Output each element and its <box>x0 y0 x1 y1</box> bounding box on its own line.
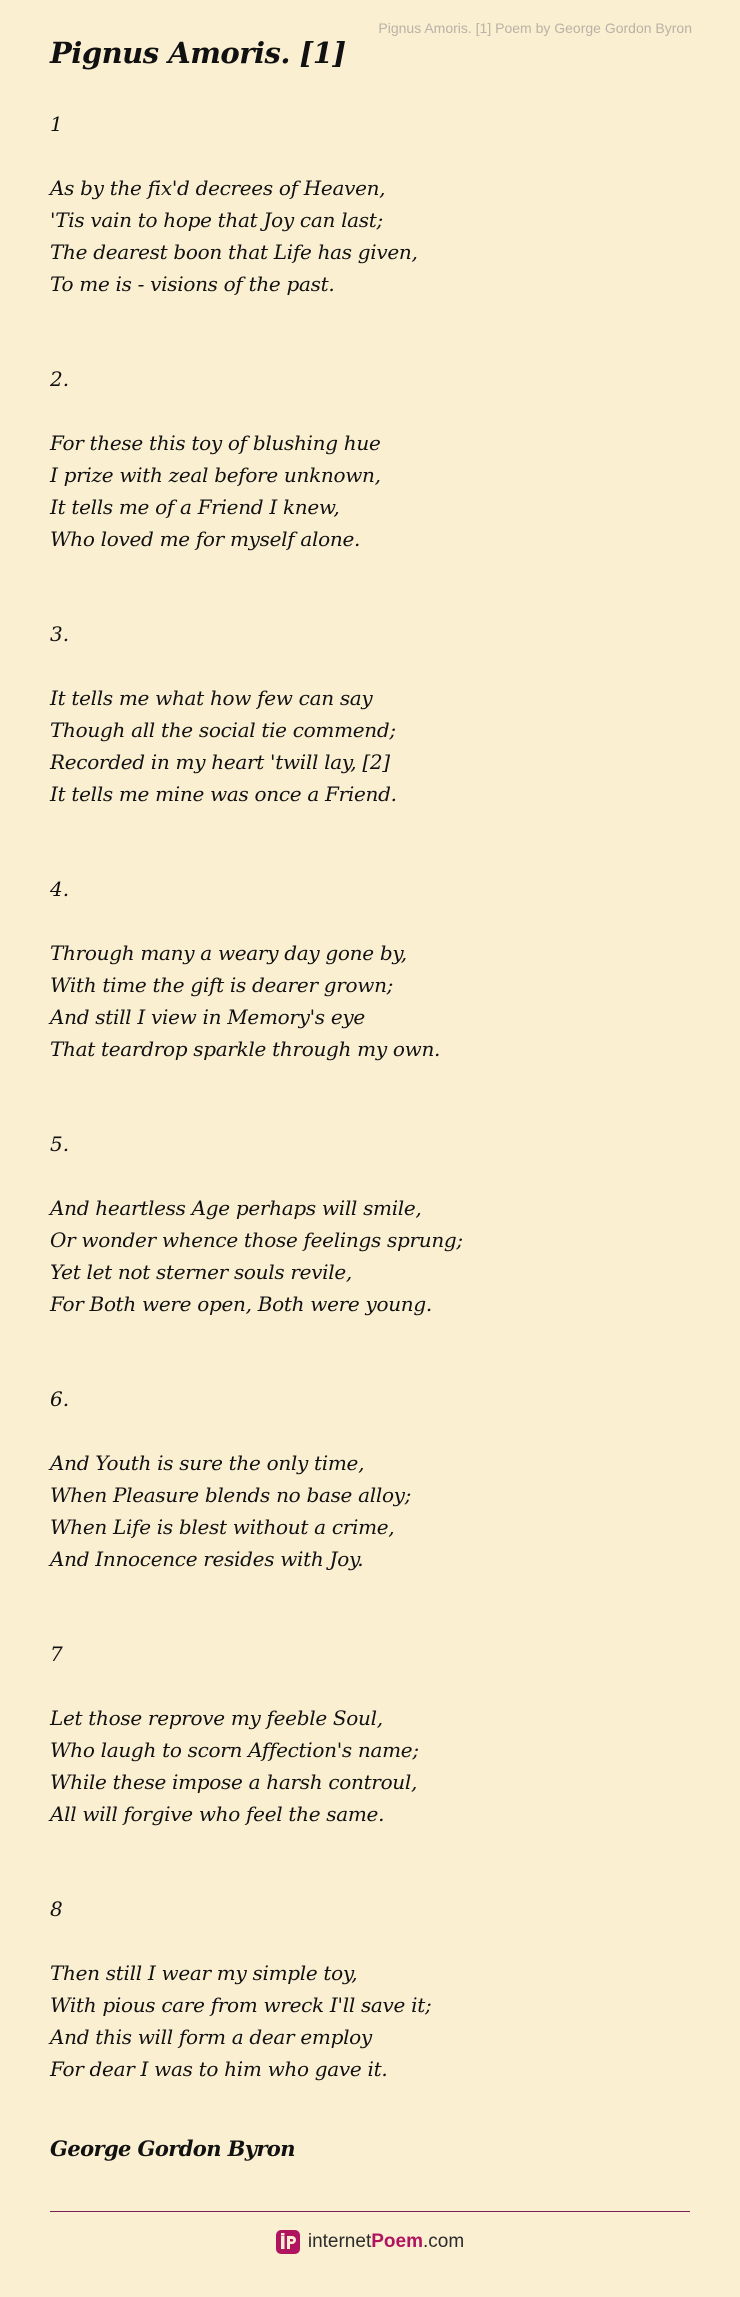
poem-line: 'Tis vain to hope that Joy can last; <box>50 208 383 232</box>
stanza-number: 6. <box>50 1387 70 1411</box>
poem-line: To me is - visions of the past. <box>50 272 335 296</box>
poem-line: And Innocence resides with Joy. <box>50 1547 364 1571</box>
poem-line: And heartless Age perhaps will smile, <box>50 1196 422 1220</box>
stanza-lines <box>50 1192 690 1320</box>
poem-line: Who loved me for myself alone. <box>50 527 361 551</box>
poem-line: And this will form a dear employ <box>50 2025 372 2049</box>
stanza-number: 8 <box>50 1897 63 1921</box>
brand-suffix: .com <box>422 2231 465 2252</box>
poem-line: Let those reprove my feeble Soul, <box>50 1706 383 1730</box>
stanza-lines <box>50 1957 690 2085</box>
poem-line: For Both were open, Both were young. <box>50 1292 432 1316</box>
poem-line: That teardrop sparkle through my own. <box>50 1037 441 1061</box>
stanza-lines <box>50 427 690 555</box>
poem-line: For dear I was to him who gave it. <box>50 2057 388 2081</box>
poem-line: Recorded in my heart 'twill lay, [2] <box>50 750 390 774</box>
stanza-number: 5. <box>50 1132 70 1156</box>
poem-line: It tells me what how few can say <box>50 686 373 710</box>
stanza-7 <box>50 1638 690 1893</box>
poem-line: With pious care from wreck I'll save it; <box>50 1993 432 2017</box>
stanza-3 <box>50 618 690 873</box>
footer-divider <box>50 2211 690 2212</box>
author-name: George Gordon Byron <box>50 2136 295 2161</box>
poem-line: When Life is blest without a crime, <box>50 1515 395 1539</box>
stanza-number: 3. <box>50 622 70 646</box>
stanza-2 <box>50 363 690 618</box>
stanza-number: 1 <box>50 112 63 136</box>
stanza-lines <box>50 937 690 1065</box>
poem-line: Yet let not sterner souls revile, <box>50 1260 352 1284</box>
poem-line: Who laugh to scorn Affection's name; <box>50 1738 419 1762</box>
stanza-number: 7 <box>50 1642 63 1666</box>
poem-line: The dearest boon that Life has given, <box>50 240 418 264</box>
poem-line: Or wonder whence those feelings sprung; <box>50 1228 463 1252</box>
stanza-4 <box>50 873 690 1128</box>
stanza-6 <box>50 1383 690 1638</box>
brand-strong: Poem <box>371 2231 423 2252</box>
stanza-number: 4. <box>50 877 70 901</box>
poem-line: For these this toy of blushing hue <box>50 431 381 455</box>
site-logo-text <box>308 2231 464 2253</box>
poem-line: All will forgive who feel the same. <box>50 1802 385 1826</box>
poem-line: And still I view in Memory's eye <box>50 1005 365 1029</box>
stanza-8 <box>50 1893 690 2148</box>
poem-line: Through many a weary day gone by, <box>50 941 407 965</box>
stanza-lines <box>50 1702 690 1830</box>
poem-line: While these impose a harsh controul, <box>50 1770 418 1794</box>
poem-line: And Youth is sure the only time, <box>50 1451 365 1475</box>
poem-body <box>50 108 690 2148</box>
stanza-5 <box>50 1128 690 1383</box>
poem-title: Pignus Amoris. [1] <box>50 36 346 70</box>
poem-line: I prize with zeal before unknown, <box>50 463 381 487</box>
stanza-lines <box>50 172 690 300</box>
poem-line: With time the gift is dearer grown; <box>50 973 394 997</box>
header-credit: Pignus Amoris. [1] Poem by George Gordon Byron <box>378 20 692 36</box>
poem-line: As by the fix'd decrees of Heaven, <box>50 176 386 200</box>
stanza-1 <box>50 108 690 363</box>
stanza-lines <box>50 1447 690 1575</box>
poem-line: It tells me of a Friend I knew, <box>50 495 340 519</box>
stanza-number: 2. <box>50 367 70 391</box>
internetpoem-logo-icon <box>276 2229 302 2255</box>
poem-line: It tells me mine was once a Friend. <box>50 782 397 806</box>
brand-prefix: internet <box>307 2231 372 2252</box>
poem-line: When Pleasure blends no base alloy; <box>50 1483 412 1507</box>
poem-line: Though all the social tie commend; <box>50 718 396 742</box>
stanza-lines <box>50 682 690 810</box>
site-logo-link[interactable] <box>0 2222 740 2262</box>
poem-line: Then still I wear my simple toy, <box>50 1961 358 1985</box>
